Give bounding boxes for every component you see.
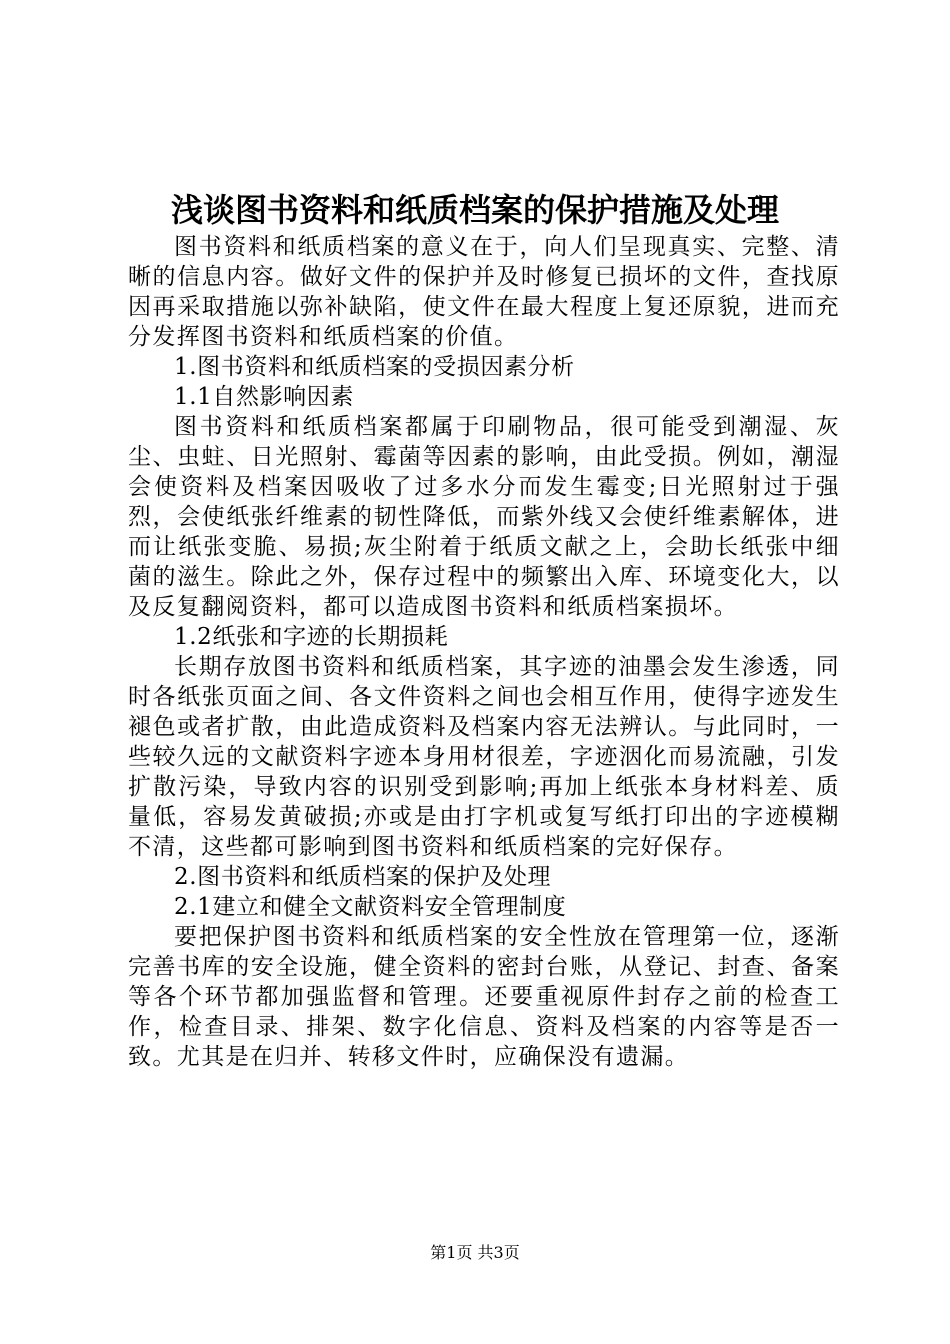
section-heading-2: 2.图书资料和纸质档案的保护及处理 bbox=[174, 864, 552, 890]
page-number-footer: 第1页 共3页 bbox=[430, 1243, 520, 1262]
section-heading-1: 1.图书资料和纸质档案的受损因素分析 bbox=[174, 354, 575, 380]
document-title: 浅谈图书资料和纸质档案的保护措施及处理 bbox=[170, 191, 779, 229]
paragraph-safety-management: 要把保护图书资料和纸质档案的安全性放在管理第一位，逐渐完善书库的安全设施，健全资料的密封台账，从登记、封查、备案等各个环节都加强监督和管理。还要重视原件封存之前的检查工作，检查目录、排架、数字化信息、资料及档案的内容等是否一致。尤其是在归并、转移文件时，应确保没有遗漏。 bbox=[128, 924, 840, 1070]
paragraph-intro: 图书资料和纸质档案的意义在于，向人们呈现真实、完整、清晰的信息内容。做好文件的保护并及时修复已损坏的文件，查找原因再采取措施以弥补缺陷，使文件在最大程度上复还原貌，进而充分发挥图书资料和纸质档案的价值。 bbox=[128, 234, 840, 350]
subsection-heading-1-2: 1.2纸张和字迹的长期损耗 bbox=[174, 624, 449, 650]
paragraph-natural-factors: 图书资料和纸质档案都属于印刷物品，很可能受到潮湿、灰尘、虫蛀、日光照射、霉菌等因素的影响，由此受损。例如，潮湿会使资料及档案因吸收了过多水分而发生霉变;日光照射过于强烈，会使纸张纤维素的韧性降低，而紫外线又会使纤维素解体，进而让纸张变脆、易损;灰尘附着于纸质文献之上，会助长纸张中细菌的滋生。除此之外，保存过程中的频繁出入库、环境变化大，以及反复翻阅资料，都可以造成图书资料和纸质档案损坏。 bbox=[128, 414, 840, 620]
document-body bbox=[128, 232, 840, 1072]
paragraph-long-term-wear: 长期存放图书资料和纸质档案，其字迹的油墨会发生渗透，同时各纸张页面之间、各文件资料之间也会相互作用，使得字迹发生褪色或者扩散，由此造成资料及档案内容无法辨认。与此同时，一些较久远的文献资料字迹本身用材很差，字迹洇化而易流融，引发扩散污染，导致内容的识别受到影响;再加上纸张本身材料差、质量低，容易发黄破损;亦或是由打字机或复写纸打印出的字迹模糊不清，这些都可影响到图书资料和纸质档案的完好保存。 bbox=[128, 654, 840, 860]
subsection-heading-2-1: 2.1建立和健全文献资料安全管理制度 bbox=[174, 894, 567, 920]
subsection-heading-1-1: 1.1自然影响因素 bbox=[174, 384, 354, 410]
